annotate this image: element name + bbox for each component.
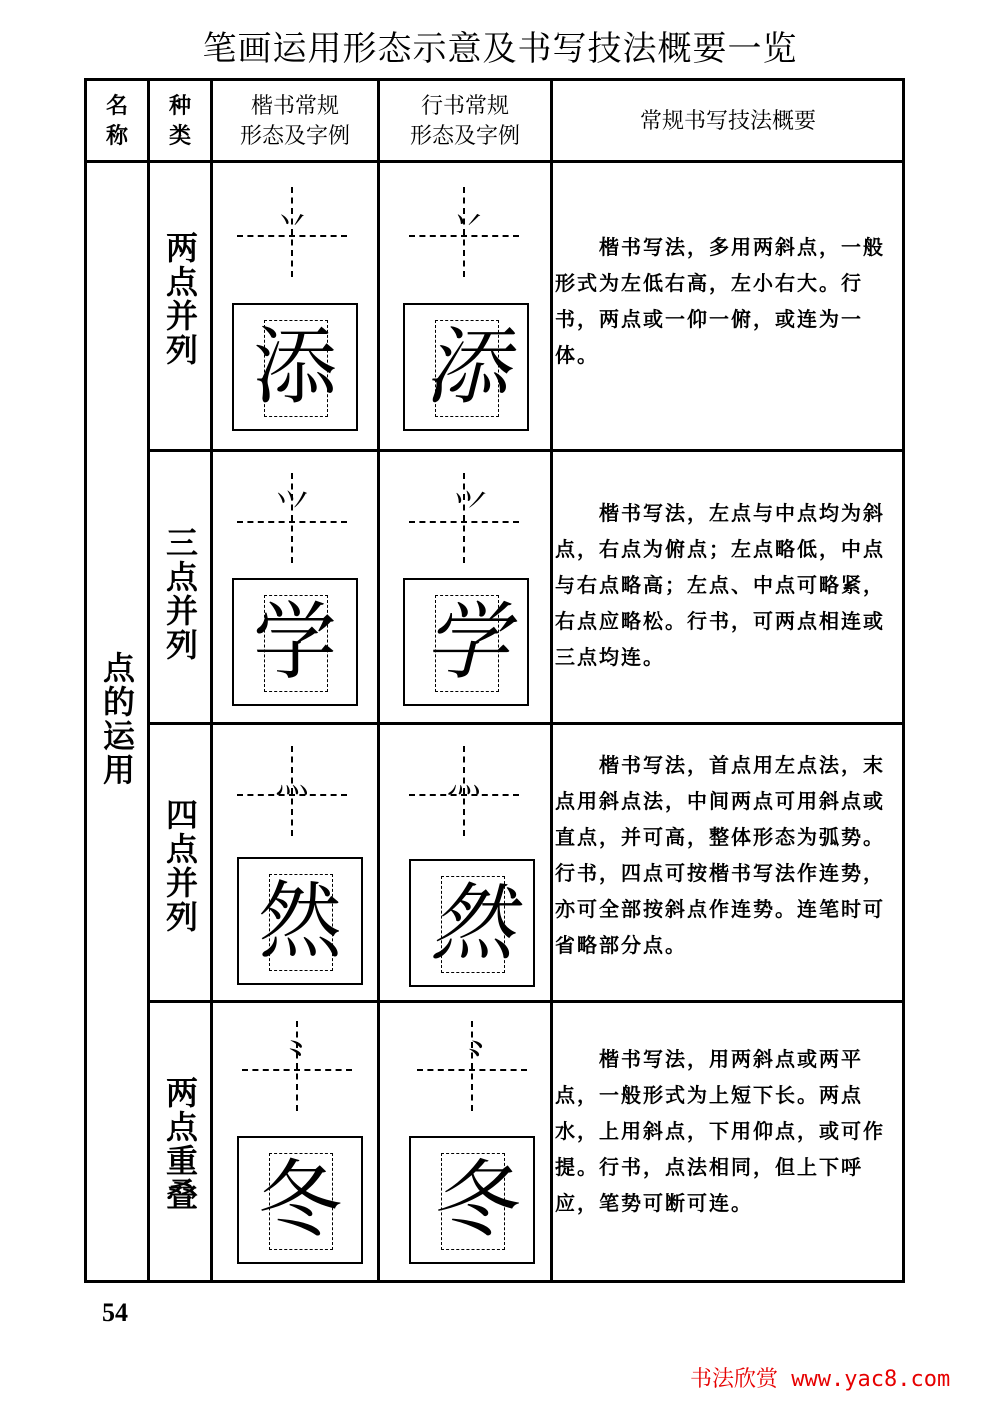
xingshu-example-char xyxy=(409,859,535,987)
kind-text: 两点并列 xyxy=(161,231,199,367)
header-text: 常规书写技法概要 xyxy=(639,109,816,134)
stroke-table xyxy=(84,78,905,1283)
row-divider xyxy=(147,449,902,452)
example-glyph: 学 xyxy=(423,593,508,691)
kind-text: 三点并列 xyxy=(161,526,199,662)
stroke-glyph: ⺍ xyxy=(275,488,309,528)
xingshu-example-char xyxy=(409,1136,535,1264)
column-divider xyxy=(550,81,553,1280)
kaishu-example-char xyxy=(237,857,363,985)
example-glyph: 然 xyxy=(257,872,342,970)
header-kaishu xyxy=(213,81,377,163)
technique-text: 楷书写法，多用两斜点，一般形式为左低右高，左小右大。行书，两点或一仰一俯，或连为一体。 xyxy=(555,235,885,367)
column-divider xyxy=(210,81,213,1280)
example-glyph: 冬 xyxy=(257,1151,342,1249)
column-divider xyxy=(377,81,380,1280)
technique-text: 楷书写法，首点用左点法，末点用斜点法，中间两点可用斜点或直点，并可高，整体形态为弧势。行书，四点可按楷书写法作连势，亦可全部按斜点作连势。连笔时可省略部分点。 xyxy=(555,753,885,957)
watermark: 书法欣赏 www.yac8.com xyxy=(690,1367,951,1392)
category-text: 点的运用 xyxy=(98,651,136,787)
xingshu-stroke-demo xyxy=(409,187,519,277)
stroke-glyph: 丷 xyxy=(275,202,309,242)
kaishu-example-char xyxy=(232,578,358,706)
header-text: 形态及字例 xyxy=(239,124,350,149)
xingshu-stroke-demo xyxy=(409,473,519,563)
page-number: 54 xyxy=(102,1298,128,1327)
row-divider xyxy=(147,722,902,725)
header-kind xyxy=(150,81,210,163)
kaishu-stroke-demo xyxy=(237,473,347,563)
xingshu-stroke-demo xyxy=(417,1021,527,1111)
kind-label xyxy=(150,526,210,662)
kaishu-example-char xyxy=(237,1136,363,1264)
kaishu-stroke-demo xyxy=(237,187,347,277)
xingshu-example-char xyxy=(403,303,529,431)
category-label xyxy=(87,651,147,787)
header-text: 称 xyxy=(105,124,128,149)
header-name xyxy=(87,81,147,163)
header-text: 名 xyxy=(105,94,128,119)
example-glyph: 学 xyxy=(252,593,337,691)
kind-label xyxy=(150,798,210,934)
row-divider xyxy=(147,1000,902,1003)
header-xingshu xyxy=(380,81,550,163)
kind-text: 四点并列 xyxy=(161,798,199,934)
stroke-glyph: ⺀ xyxy=(280,1036,314,1076)
header-text: 行书常规 xyxy=(420,94,509,119)
example-glyph: 然 xyxy=(429,874,514,972)
example-glyph: 冬 xyxy=(429,1151,514,1249)
technique-text: 楷书写法，左点与中点均为斜点，右点为俯点；左点略低，中点与右点略高；左点、中点可略紧，右点应略松。行书，可两点相连或三点均连。 xyxy=(555,501,885,669)
example-glyph: 添 xyxy=(423,318,508,416)
xingshu-stroke-demo xyxy=(409,746,519,836)
stroke-glyph: 灬 xyxy=(275,761,309,801)
kind-label xyxy=(150,1076,210,1212)
technique-text: 楷书写法，用两斜点或两平点，一般形式为上短下长。两点水，上用斜点，下用仰点，或可作提。行书，点法相同，但上下呼应，笔势可断可连。 xyxy=(555,1047,885,1215)
stroke-glyph: 灬 xyxy=(447,761,481,801)
example-glyph: 添 xyxy=(252,318,337,416)
xingshu-example-char xyxy=(403,578,529,706)
header-text: 形态及字例 xyxy=(409,124,520,149)
kaishu-example-char xyxy=(232,303,358,431)
header-text: 类 xyxy=(168,124,191,149)
kaishu-stroke-demo xyxy=(237,746,347,836)
header-text: 种 xyxy=(168,94,191,119)
header-text: 楷书常规 xyxy=(250,94,339,119)
kind-text: 两点重叠 xyxy=(161,1076,199,1212)
header-technique xyxy=(553,81,903,163)
kind-label xyxy=(150,231,210,367)
stroke-glyph: ⺀ xyxy=(455,1036,489,1076)
stroke-glyph: ⺍ xyxy=(447,488,481,528)
page-title: 笔画运用形态示意及书写技法概要一览 xyxy=(202,29,798,69)
stroke-glyph: 丷 xyxy=(447,202,481,242)
kaishu-stroke-demo xyxy=(242,1021,352,1111)
